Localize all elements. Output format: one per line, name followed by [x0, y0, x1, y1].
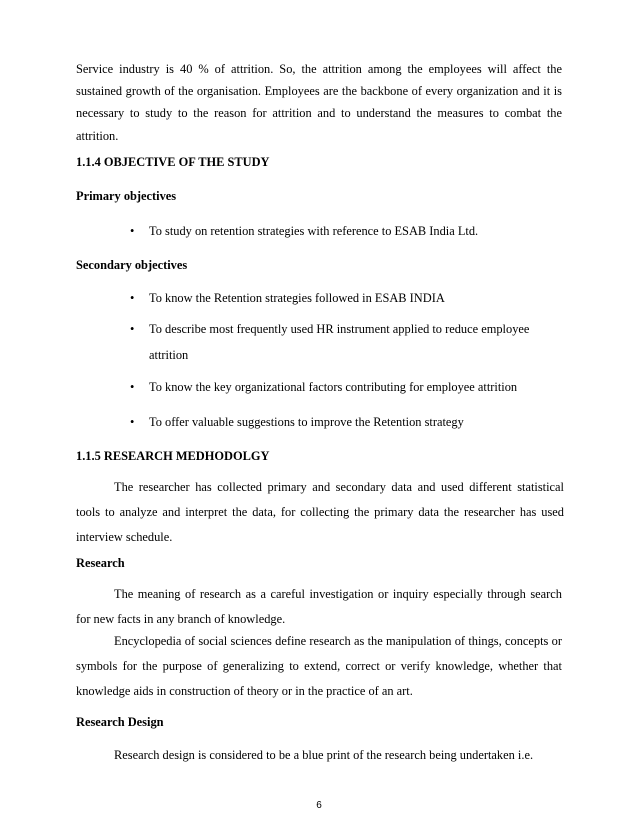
- research-paragraph-1: The meaning of research as a careful investigation or inquiry especially through search for new facts in any branch of knowledge.: [76, 587, 562, 626]
- page-number: 6: [316, 800, 322, 811]
- secondary-objectives-heading: Secondary objectives: [76, 258, 188, 272]
- bullet-icon: •: [130, 380, 135, 394]
- list-item-text: To study on retention strategies with reference to ESAB India Ltd.: [149, 224, 479, 238]
- list-item-text: To know the Retention strategies followed in ESAB INDIA: [149, 291, 445, 305]
- research-paragraph-2: Encyclopedia of social sciences define research as the manipulation of things, concepts or symbols for the purpose of generalizing to extend, correct or verify knowledge, whether that knowledge aids in construction of theory or in the practice of an art.: [76, 634, 562, 698]
- objective-heading: 1.1.4 OBJECTIVE OF THE STUDY: [76, 155, 270, 169]
- research-heading: Research: [76, 556, 125, 570]
- bullet-icon: •: [130, 224, 135, 238]
- bullet-icon: •: [130, 291, 135, 305]
- list-item-text: To describe most frequently used HR instrument applied to reduce employee attrition: [149, 322, 530, 362]
- research-design-paragraph: Research design is considered to be a blue print of the research being undertaken i.e.: [114, 748, 534, 762]
- bullet-icon: •: [130, 322, 135, 336]
- research-design-heading: Research Design: [76, 715, 164, 729]
- bullet-icon: •: [130, 415, 135, 429]
- methodology-paragraph: The researcher has collected primary and secondary data and used different statistical tools to analyze and interpret the data, for collecting the primary data the researcher has used interview schedule.: [76, 480, 564, 544]
- list-item-text: To know the key organizational factors contributing for employee attrition: [149, 380, 518, 394]
- primary-objectives-heading: Primary objectives: [76, 189, 177, 203]
- intro-paragraph: Service industry is 40 % of attrition. So, the attrition among the employees will affect the sustained growth of the organisation. Employees are the backbone of every organization and it is necessary to study to the reason for attrition and to understand the measures to combat the attrition.: [76, 62, 562, 143]
- methodology-heading: 1.1.5 RESEARCH MEDHODOLGY: [76, 449, 270, 463]
- list-item-text: To offer valuable suggestions to improve the Retention strategy: [149, 415, 464, 429]
